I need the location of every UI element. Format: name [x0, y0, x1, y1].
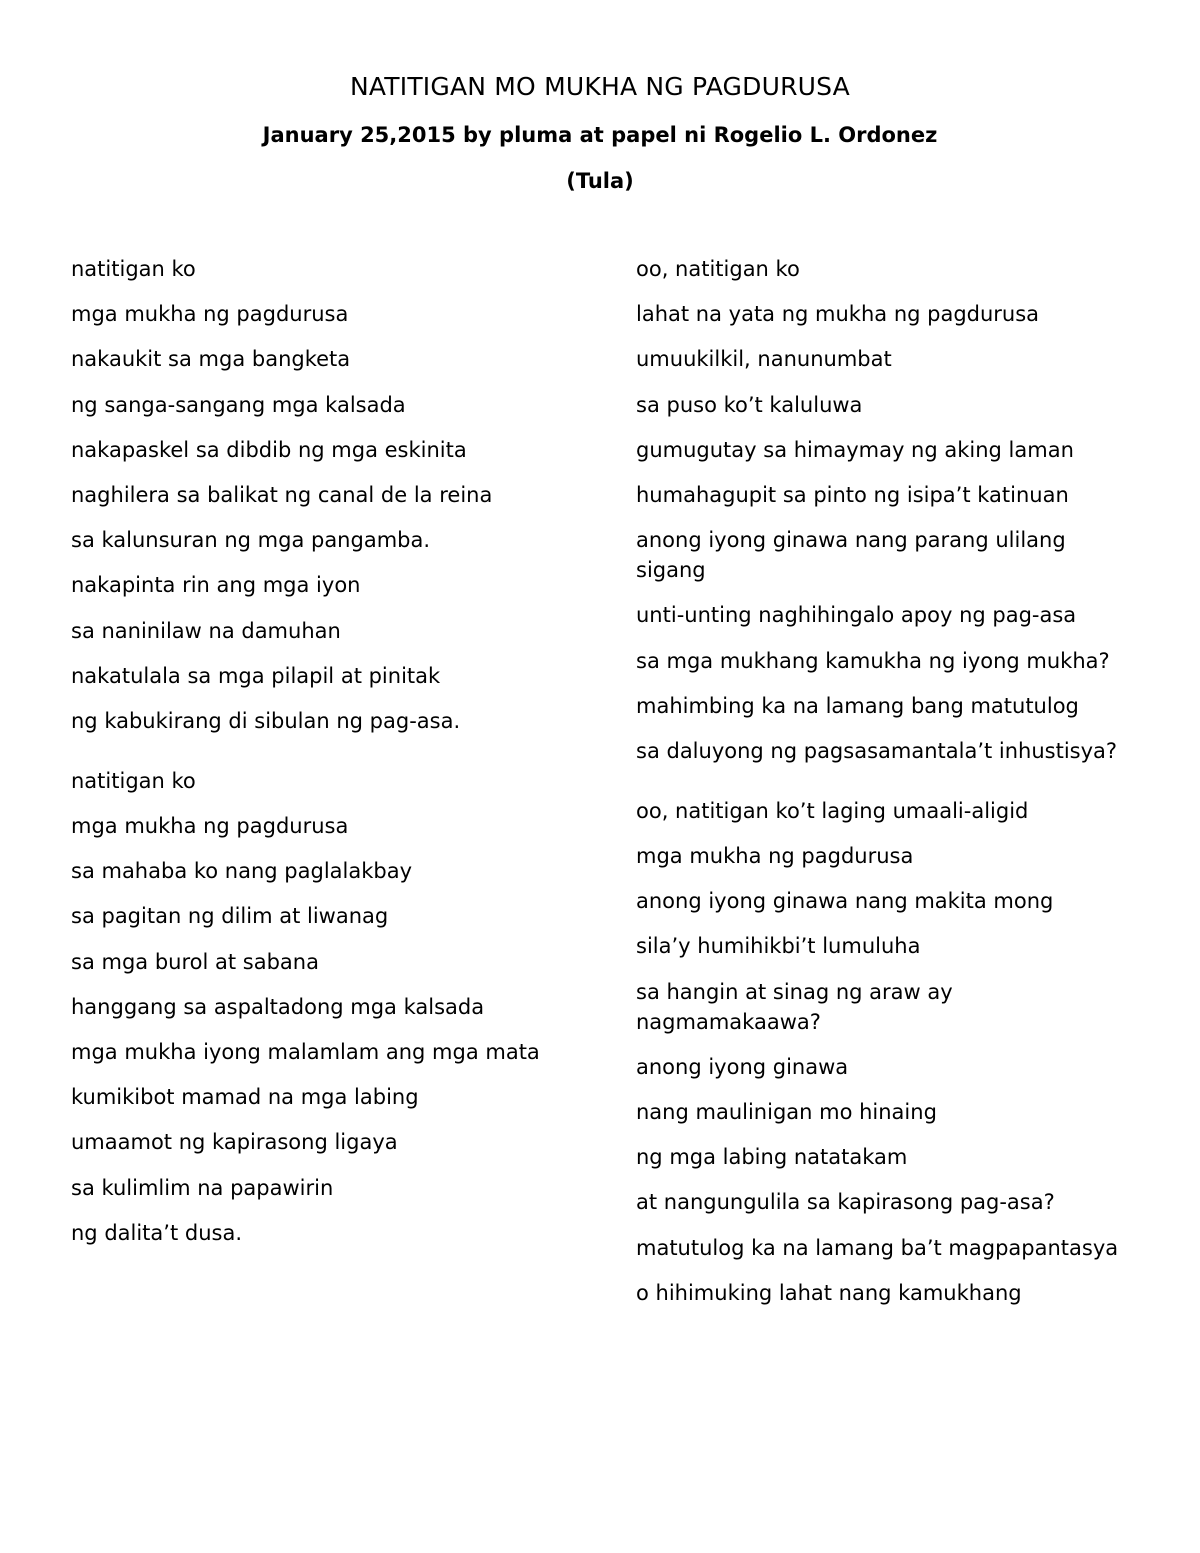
- poem-line: sa mga burol at sabana: [71, 949, 319, 974]
- poem-line: anong iyong ginawa nang parang ulilang sigang: [636, 528, 1066, 583]
- poem-line: sa mahaba ko nang paglalakbay: [71, 859, 413, 884]
- poem-line: oo, natitigan ko: [636, 257, 800, 281]
- poem-line: lahat na yata ng mukha ng pagdurusa: [636, 302, 1040, 327]
- poem-line: sa hangin at sinag ng araw ay nagmamakaawa?: [636, 979, 953, 1034]
- poem-line: sa kalunsuran ng mga pangamba.: [71, 528, 431, 553]
- poem-line: sa mga mukhang kamukha ng iyong mukha?: [636, 648, 1110, 673]
- poem-line: at nangungulila sa kapirasong pag-asa?: [636, 1190, 1055, 1215]
- poem-line: nakapaskel sa dibdib ng mga eskinita: [71, 437, 467, 462]
- poem-line: hanggang sa aspaltadong mga kalsada: [71, 994, 485, 1019]
- poem-line: matutulog ka na lamang ba’t magpapantasya: [636, 1235, 1119, 1260]
- poem-line: ng dalita’t dusa.: [71, 1220, 242, 1245]
- poem-byline: January 25,2015 by pluma at papel ni Rogelio L. Ordonez: [262, 123, 938, 147]
- stanza-2: [71, 766, 571, 1248]
- left-column: [71, 254, 571, 1278]
- poem-line: mga mukha ng pagdurusa: [71, 302, 349, 327]
- poem-line: natitigan ko: [71, 257, 196, 281]
- poem-line: sila’y humihikbi’t lumuluha: [636, 934, 921, 959]
- poem-line: unti-unting naghihingalo apoy ng pag-asa: [636, 603, 1077, 628]
- poem-line: sa pagitan ng dilim at liwanag: [71, 904, 389, 929]
- poem-title: NATITIGAN MO MUKHA NG PAGDURUSA: [350, 72, 850, 101]
- poem-line: nakaukit sa mga bangketa: [71, 347, 351, 372]
- poem-line: ng mga labing natatakam: [636, 1145, 908, 1170]
- poem-line: sa kulimlim na papawirin: [71, 1175, 334, 1200]
- poem-line: sa puso ko’t kaluluwa: [636, 392, 863, 417]
- poem-line: mahimbing ka na lamang bang matutulog: [636, 693, 1079, 718]
- poem-line: humahagupit sa pinto ng isipa’t katinuan: [636, 482, 1069, 507]
- poem-line: sa daluyong ng pagsasamantala’t inhustisya?: [636, 738, 1118, 763]
- poem-line: kumikibot mamad na mga labing: [71, 1085, 419, 1110]
- right-column: [636, 254, 1136, 1338]
- poem-line: anong iyong ginawa nang makita mong: [636, 889, 1054, 914]
- stanza-3: [636, 254, 1136, 766]
- poem-line: naghilera sa balikat ng canal de la reina: [71, 482, 493, 507]
- poem-line: gumugutay sa himaymay ng aking laman: [636, 437, 1074, 462]
- poem-line: sa naninilaw na damuhan: [71, 618, 341, 643]
- poem-line: anong iyong ginawa: [636, 1054, 849, 1079]
- poem-line: ng sanga-sangang mga kalsada: [71, 392, 406, 417]
- poem-line: mga mukha ng pagdurusa: [636, 844, 914, 869]
- poem-line: umaamot ng kapirasong ligaya: [71, 1130, 398, 1155]
- poem-line: mga mukha ng pagdurusa: [71, 814, 349, 839]
- stanza-4: [636, 796, 1136, 1308]
- poem-line: nakatulala sa mga pilapil at pinitak: [71, 663, 441, 688]
- poem-line: oo, natitigan ko’t laging umaali-aligid: [636, 798, 1029, 823]
- poem-line: natitigan ko: [71, 768, 196, 793]
- poem-line: nakapinta rin ang mga iyon: [71, 573, 361, 598]
- poem-line: nang maulinigan mo hinaing: [636, 1100, 937, 1124]
- poem-line: o hihimuking lahat nang kamukhang: [636, 1280, 1022, 1305]
- stanza-1: [71, 254, 571, 736]
- poem-line: mga mukha iyong malamlam ang mga mata: [71, 1040, 540, 1064]
- poem-line: ng kabukirang di sibulan ng pag-asa.: [71, 708, 461, 733]
- poem-line: umuukilkil, nanunumbat: [636, 347, 892, 372]
- poem-genre: (Tula): [566, 169, 634, 193]
